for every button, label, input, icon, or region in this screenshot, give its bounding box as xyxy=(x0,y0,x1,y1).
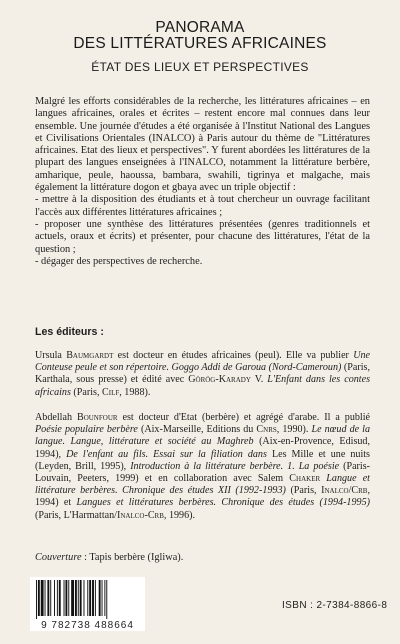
editors-heading: Les éditeurs : xyxy=(35,326,104,338)
publisher-name: Cilf xyxy=(102,386,120,398)
barcode-bar xyxy=(54,580,55,616)
cover-label: Couverture xyxy=(35,552,82,563)
intro-paragraph: Malgré les efforts considérables de la recherche, les littératures africaines – en langues africaines, orales et écrites – restent encore mal connues dans leur ensemble. Une journée d'études a été organisée à l'Institut National des Langues et Civilisations Orientales (INALCO) à Paris autour du thème de "Littératures africaines. Etat des lieux et perspectives". Y furent abordées les littératures de la plupart des langues enseignées à l'INALCO, notamment la littérature berbère, amharique, peule, haoussa, bambara, swahili, tigrinya et malgache, mais également la littérature dogon et gbaya avec un triple objectif : xyxy=(35,96,370,194)
barcode-bar xyxy=(78,580,79,616)
editor-last-name: Baumgardt xyxy=(66,350,114,361)
bio-text: (Paris, L'Harmattan/ xyxy=(35,509,117,521)
bio-text: , 1994) et xyxy=(35,485,370,509)
barcode-bar xyxy=(80,580,82,616)
barcode-bar xyxy=(64,580,65,616)
barcode-bar xyxy=(99,580,101,616)
bio-text: , 1996). xyxy=(163,509,196,521)
description xyxy=(35,96,370,268)
barcode-bar xyxy=(84,580,85,616)
header xyxy=(0,20,400,74)
publisher-name: Inalco-Crb xyxy=(116,509,164,521)
barcode-bar xyxy=(36,580,37,619)
barcode-bar xyxy=(50,580,51,616)
cover-text: : Tapis berbère (Igliwa). xyxy=(81,552,184,563)
title-line-1: PANORAMA xyxy=(155,19,245,36)
barcode-bar xyxy=(38,580,40,616)
publisher-name: Inalco/Crb xyxy=(321,485,368,497)
isbn: ISBN : 2-7384-8866-8 xyxy=(282,600,388,611)
author-name: Chaker xyxy=(289,473,321,485)
barcode-bar xyxy=(71,580,74,616)
barcode-bars xyxy=(30,577,145,619)
bio-text: (Aix-en-Provence, Edisud, 1994), xyxy=(35,436,370,460)
barcode-bar xyxy=(45,580,46,616)
barcode-bar xyxy=(57,580,58,616)
barcode-bar xyxy=(41,580,44,616)
bio-text: (Paris, xyxy=(70,386,103,398)
barcode-bar xyxy=(89,580,91,616)
barcode xyxy=(30,577,145,631)
editor-first-name: Abdellah xyxy=(35,412,77,423)
bio-text: (Paris-Louvain, Peeters, 1999) et en collaboration avec Salem xyxy=(35,460,371,485)
book-title: L'Enfant dans les contes africains xyxy=(35,374,370,398)
objective-2: - proposer une synthèse des littératures présentées (genres traditionnels et actuels, oraux et écrits) et présenter, pour chacune des littératures, l'état de la question ; xyxy=(35,218,370,255)
editor-last-name: Bounfour xyxy=(76,412,118,423)
bio-text: (Paris, Karthala, sous presse) et édité avec xyxy=(35,362,370,386)
bio-text: , 1988). xyxy=(119,386,151,398)
barcode-bar xyxy=(95,580,96,616)
bio-text: V. xyxy=(250,374,268,386)
publisher-name: Cnrs xyxy=(256,424,277,436)
editor-bio-bounfour xyxy=(35,412,370,522)
barcode-bar xyxy=(102,580,103,616)
book-title: Langues et littératures berbères. Chronique des études (1994-1995) xyxy=(76,497,370,509)
bio-text: est docteur en études africaines (peul). Elle va publier xyxy=(113,350,354,361)
editor-bio-baumgardt xyxy=(35,350,370,399)
bio-text: Les Mille et une nuits (Leyden, Brill, 1995), xyxy=(35,448,370,472)
book-title: Le nœud de la langue. Langue, littérature et société au Maghreb xyxy=(35,424,370,448)
book-title: Introduction à la littérature berbère. 1. La poésie xyxy=(130,460,340,472)
barcode-bar xyxy=(68,580,69,616)
bio-text: (Paris, xyxy=(285,485,322,497)
objective-3: - dégager des perspectives de recherche. xyxy=(35,255,203,267)
bio-text: , 1990). xyxy=(276,424,312,436)
barcode-bar xyxy=(87,580,88,616)
book-title: Poésie populaire berbère xyxy=(35,424,138,436)
cover-credit xyxy=(35,552,183,563)
subtitle: ÉTAT DES LIEUX ET PERSPECTIVES xyxy=(91,60,309,74)
barcode-bar xyxy=(65,580,67,616)
editor-first-name: Ursula xyxy=(35,350,67,361)
title-line-2: DES LITTÉRATURES AFRICAINES xyxy=(73,35,327,52)
barcode-bar xyxy=(59,580,61,616)
barcode-bar xyxy=(92,580,94,616)
bio-text: (Aix-Marseille, Editions du xyxy=(137,424,257,436)
book-title: Une Conteuse peule et son répertoire. Goggo Addi de Garoua (Nord-Cameroun) xyxy=(35,350,371,374)
barcode-bar xyxy=(106,580,107,619)
objective-1: - mettre à la disposition des étudiants et à tout chercheur un ouvrage facilitant l'accès aux différentes littératures africaines ; xyxy=(35,194,370,218)
bio-text: est docteur d'Etat (berbère) et agrégé d'arabe. Il a publié xyxy=(117,412,370,423)
barcode-bar xyxy=(104,580,105,616)
barcode-bar xyxy=(47,580,49,616)
author-name: Görög-Karady xyxy=(188,374,251,386)
book-title: De l'enfant au fils. Essai sur la filiation dans xyxy=(66,448,267,460)
barcode-bar xyxy=(75,580,77,616)
barcode-number: 9 782738 488664 xyxy=(30,620,145,631)
book-title: Langue et littérature berbères. Chronique des études XII (1992-1993) xyxy=(35,473,370,497)
